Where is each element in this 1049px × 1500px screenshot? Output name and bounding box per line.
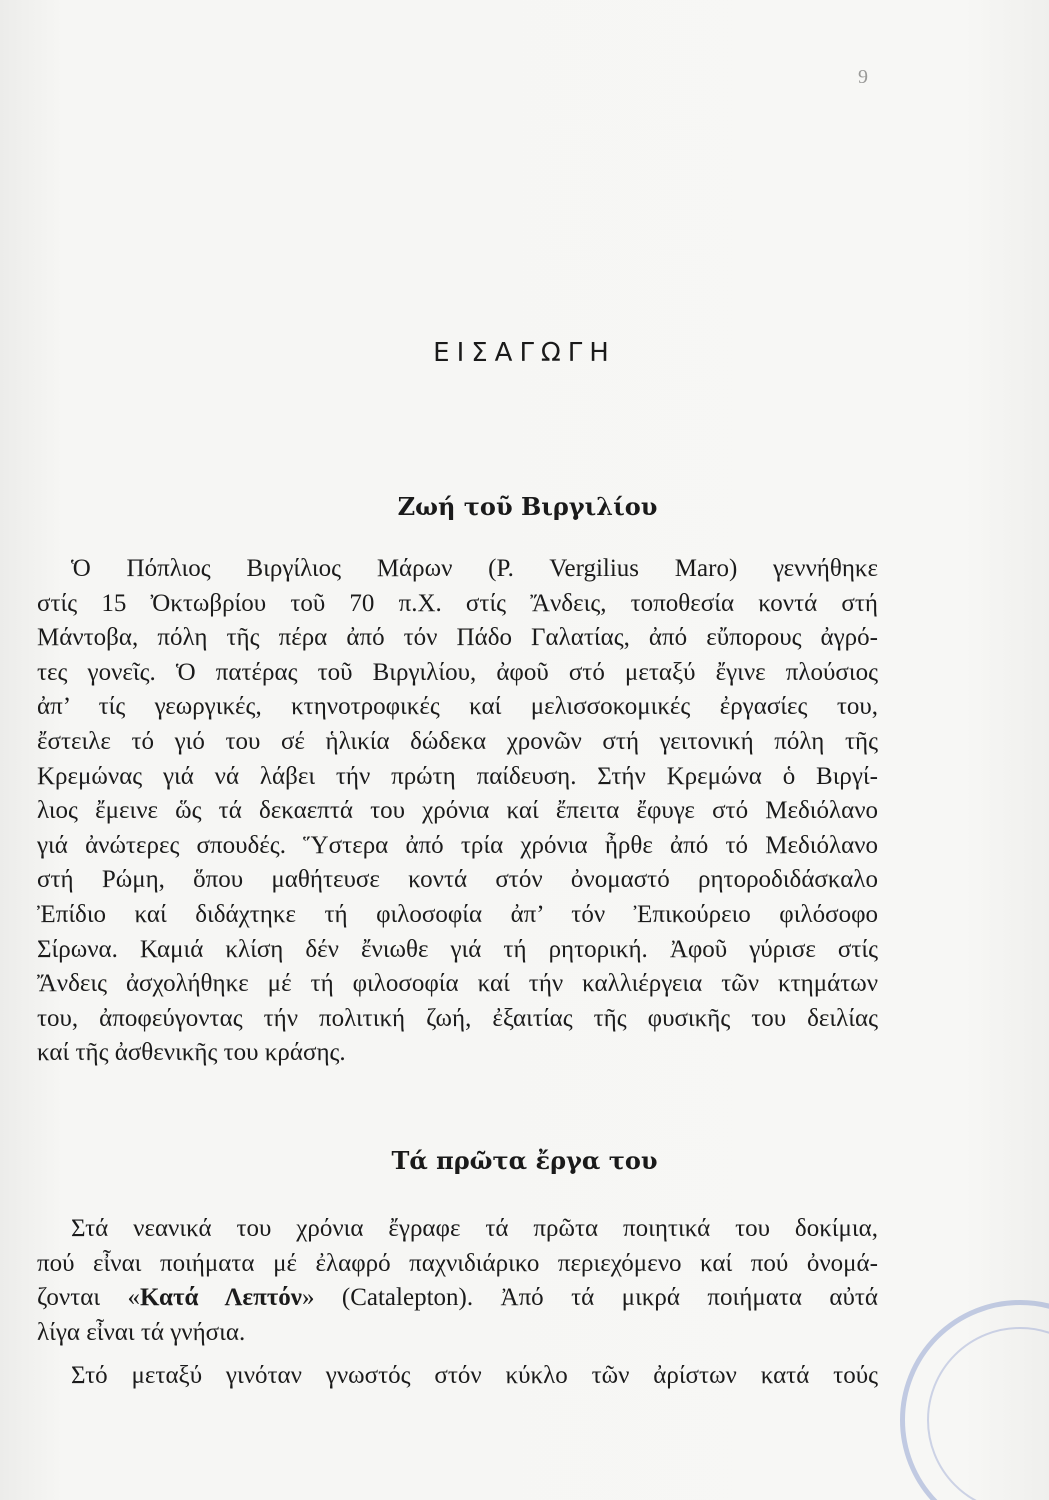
library-stamp-inner-ring — [927, 1327, 1049, 1500]
text-line: Στά νεανικά του χρόνια ἔγραφε τά πρῶτα ποιητικά του δοκίμια, — [71, 1215, 878, 1242]
chapter-title: ΕΙΣΑΓΩΓΗ — [433, 338, 616, 368]
text-line — [37, 1281, 878, 1316]
text-line: τες γονεῖς. Ὁ πατέρας τοῦ Βιργιλίου, ἀφοῦ στό μεταξύ ἔγινε πλούσιος — [37, 658, 878, 686]
text-line: Στό μεταξύ γινόταν γνωστός στόν κύκλο τῶν ἀρίστων κατά τούς — [71, 1362, 878, 1389]
text-line: λιος ἔμεινε ὥς τά δεκαεπτά του χρόνια καί ἔπειτα ἔφυγε στό Μεδιόλανο — [37, 797, 878, 825]
section-heading-life: Ζωή τοῦ Βιργιλίου — [397, 492, 658, 521]
text-line: του, ἀποφεύγοντας τήν πολιτική ζωή, ἐξαιτίας τῆς φυσικῆς του δειλίας — [37, 1004, 878, 1032]
text-line: Σίρωνα. Καμιά κλίση δέν ἔνιωθε γιά τή ρητορική. Ἀφοῦ γύρισε στίς — [37, 935, 878, 963]
text-line: στή Ρώμη, ὅπου μαθήτευσε κοντά στόν ὀνομαστό ρητοροδιδάσκαλο — [37, 866, 878, 894]
section-heading-works: Τά πρῶτα ἔργα του — [391, 1146, 658, 1175]
page-number: 9 — [858, 66, 868, 88]
text-line: ἔστειλε τό γιό του σέ ἡλικία δώδεκα χρονῶν στή γειτονική πόλη τῆς — [37, 727, 878, 755]
text-fragment: » (Catalepton). Ἀπό τά μικρά ποιήματα αὐτά — [301, 1284, 878, 1312]
text-line: ἀπ’ τίς γεωργικές, κτηνοτροφικές καί μελισσοκομικές ἐργασίες του, — [37, 693, 878, 721]
text-line: Μάντοβα, πόλη τῆς πέρα ἀπό τόν Πάδο Γαλατίας, ἀπό εὔπορους ἀγρό- — [37, 624, 878, 652]
work-title-catalepton: Κατά Λεπτόν — [140, 1284, 302, 1312]
text-fragment: ζονται « — [37, 1284, 141, 1312]
text-line: Ὁ Πόπλιος Βιργίλιος Μάρων (P. Vergilius Maro) γεννήθηκε — [71, 555, 878, 582]
text-line: λίγα εἶναι τά γνήσια. — [37, 1318, 246, 1346]
text-line: καί τῆς ἀσθενικῆς του κράσης. — [37, 1039, 346, 1067]
text-line: Ἐπίδιο καί διδάχτηκε τή φιλοσοφία ἀπ’ τόν Ἐπικούρειο φιλόσοφο — [37, 900, 878, 928]
text-line: στίς 15 Ὀκτωβρίου τοῦ 70 π.Χ. στίς Ἄνδεις, τοποθεσία κοντά στή — [37, 589, 878, 617]
paragraph-life — [37, 552, 878, 1071]
text-line: Κρεμώνας γιά νά λάβει τήν πρώτη παίδευση. Στήν Κρεμώνα ὁ Βιργί- — [37, 762, 878, 790]
text-line: Ἄνδεις ἀσχολήθηκε μέ τή φιλοσοφία καί τήν καλλιέργεια τῶν κτημάτων — [37, 970, 878, 998]
paragraph-works-1 — [37, 1212, 878, 1350]
library-stamp — [900, 1300, 1049, 1500]
text-line: πού εἶναι ποιήματα μέ ἐλαφρό παχνιδιάρικο περιεχόμενο καί πού ὀνομά- — [37, 1249, 878, 1277]
text-line: γιά ἀνώτερες σπουδές. Ὕστερα ἀπό τρία χρόνια ἦρθε ἀπό τό Μεδιόλανο — [37, 831, 878, 859]
paragraph-works-2 — [37, 1359, 878, 1394]
